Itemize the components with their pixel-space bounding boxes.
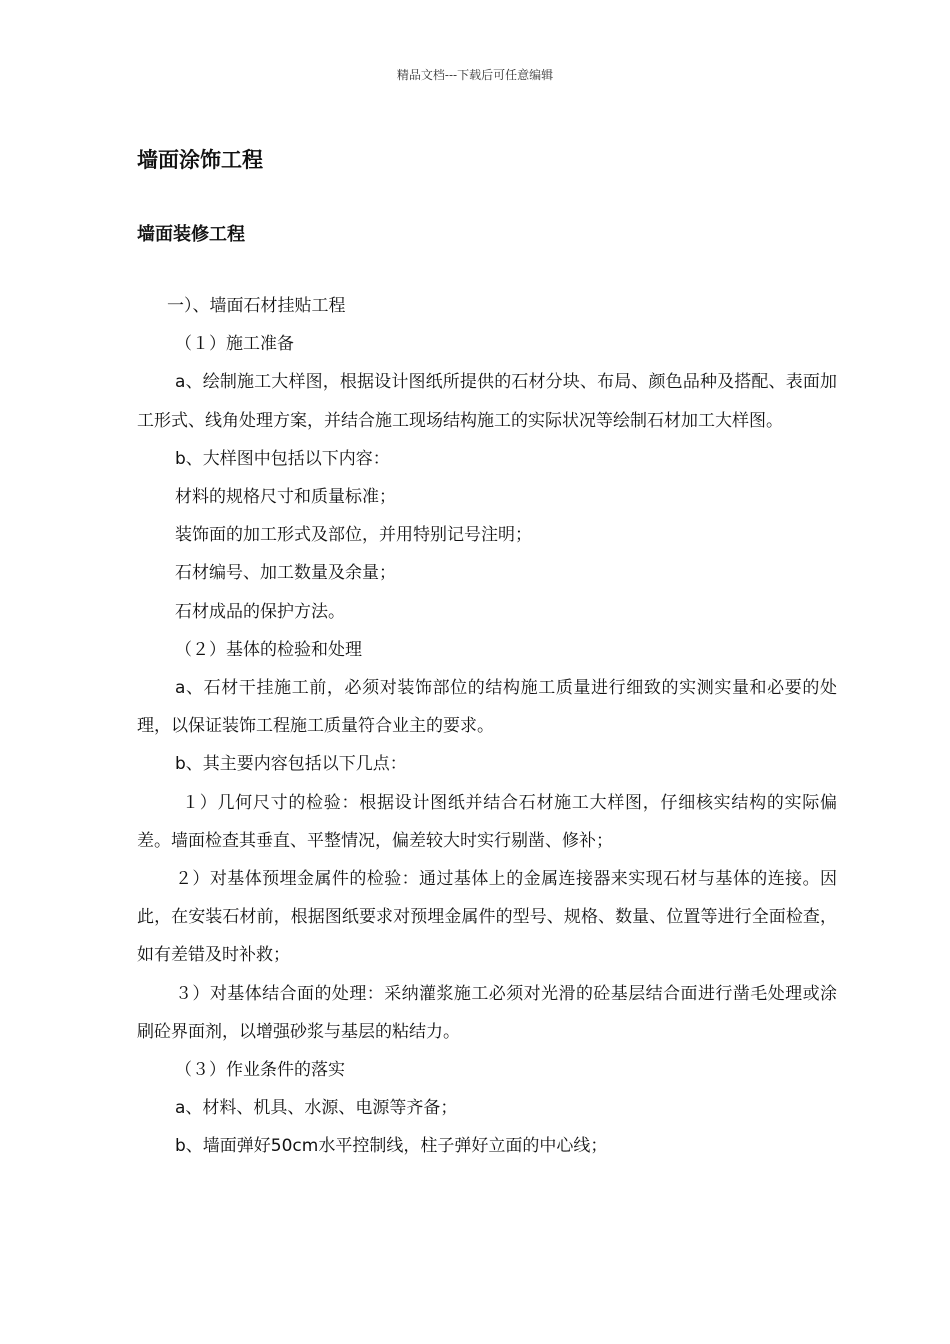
list-item: 石材成品的保护方法。 — [175, 601, 345, 622]
section-title: 墙面装修工程 — [137, 224, 245, 245]
page-header: 精品文档---下载后可任意编辑 — [396, 68, 554, 82]
paragraph: b、其主要内容包括以下几点： — [175, 754, 407, 775]
document-body — [137, 287, 837, 1166]
section-heading: 一）、墙面石材挂贴工程 — [167, 296, 346, 316]
paragraph: ２）对基体预埋金属件的检验：通过基体上的金属连接器来实现石材与基体的连接。因此，在安装石材前，根据图纸要求对预埋金属件的型号、规格、数量、位置等进行全面检查，如有差错及时补救； — [137, 869, 837, 966]
list-item: a、材料、机具、水源、电源等齐备； — [175, 1098, 458, 1119]
list-item: 材料的规格尺寸和质量标准； — [175, 487, 396, 508]
list-item: b、墙面弹好50cm水平控制线，柱子弹好立面的中心线； — [175, 1136, 608, 1157]
paragraph: １）几何尺寸的检验：根据设计图纸并结合石材施工大样图，仔细核实结构的实际偏差。墙面检查其垂直、平整情况，偏差较大时实行剔凿、修补； — [137, 792, 837, 851]
paragraph: b、大样图中包括以下内容： — [175, 448, 390, 469]
paragraph: ３）对基体结合面的处理：采纳灌浆施工必须对光滑的砼基层结合面进行凿毛处理或涂刷砼界面剂，以增强砂浆与基层的粘结力。 — [137, 983, 837, 1042]
subsection-heading: （２）基体的检验和处理 — [175, 639, 362, 660]
paragraph: a、石材干挂施工前，必须对装饰部位的结构施工质量进行细致的实测实量和必要的处理，以保证装饰工程施工质量符合业主的要求。 — [137, 678, 837, 737]
paragraph: a、绘制施工大样图，根据设计图纸所提供的石材分块、布局、颜色品种及搭配、表面加工形式、线角处理方案，并结合施工现场结构施工的实际状况等绘制石材加工大样图。 — [137, 372, 837, 431]
list-item: 装饰面的加工形式及部位，并用特别记号注明； — [175, 525, 532, 546]
subsection-heading: （１）施工准备 — [175, 334, 294, 355]
subsection-heading: （３）作业条件的落实 — [175, 1060, 345, 1081]
list-item: 石材编号、加工数量及余量； — [175, 563, 396, 584]
document-title: 墙面涂饰工程 — [137, 148, 263, 172]
